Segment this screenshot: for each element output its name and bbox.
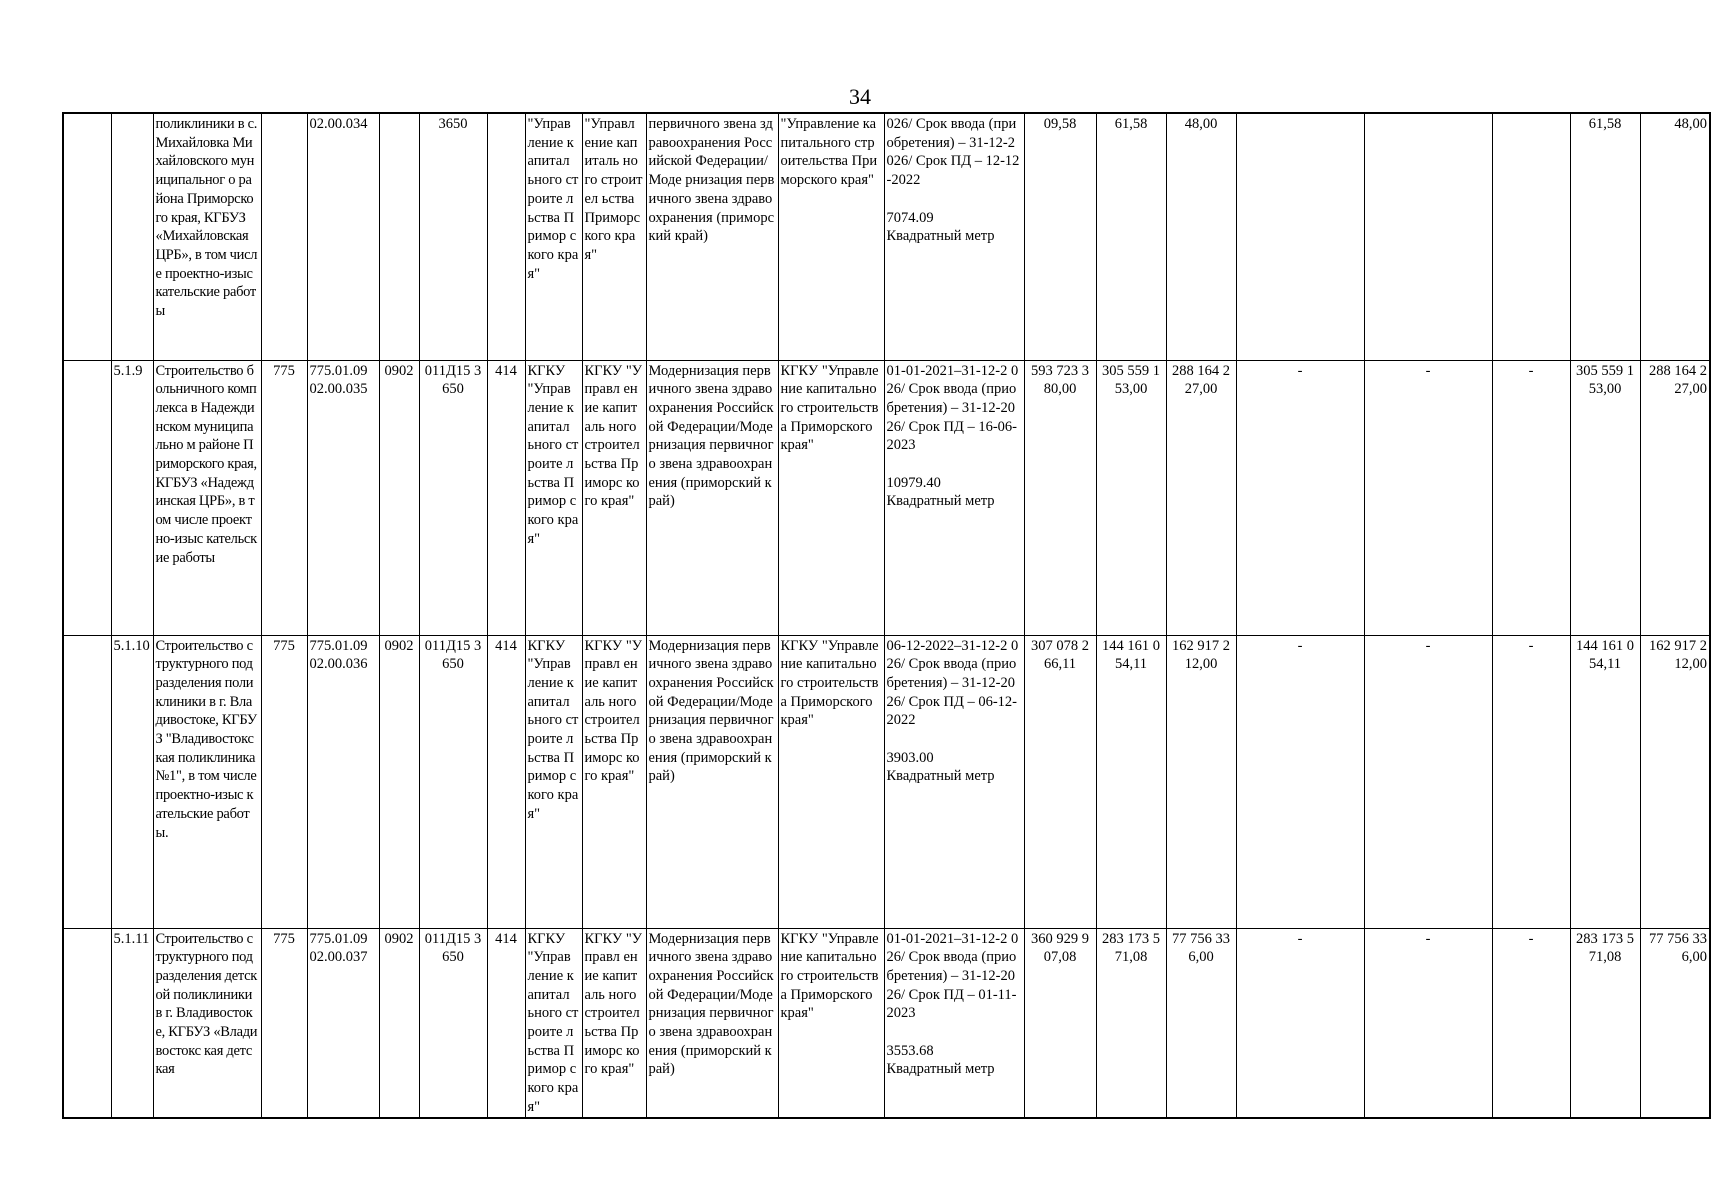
dates-text: 026/ Срок ввода (приобретения) – 31-12-2026/ Срок ПД – 12-12-2022 7074.09 Квадратный метр — [886, 116, 1020, 245]
cell-v3: 288 164 2 27,00 — [1166, 360, 1236, 635]
cell-t3: 288 164 2 27,00 — [1640, 360, 1710, 635]
cell-blank — [63, 113, 111, 360]
cell-num: 5.1.11 — [111, 928, 153, 1118]
cell-code5: 414 — [487, 635, 525, 928]
cell-d2: - — [1364, 360, 1492, 635]
cell-v2: 283 173 5 71,08 — [1096, 928, 1166, 1118]
cell-code5 — [487, 113, 525, 360]
cell-dates — [884, 113, 1024, 360]
cell-dates — [884, 635, 1024, 928]
cell-v2: 61,58 — [1096, 113, 1166, 360]
cell-d2: - — [1364, 635, 1492, 928]
cell-t2: 305 559 1 53,00 — [1570, 360, 1640, 635]
budget-table — [62, 112, 1711, 1119]
cell-t2: 61,58 — [1570, 113, 1640, 360]
cell-v1: 09,58 — [1024, 113, 1096, 360]
cell-v2: 305 559 1 53,00 — [1096, 360, 1166, 635]
cell-code4: 011Д15 3650 — [419, 360, 487, 635]
cell-d1 — [1236, 113, 1364, 360]
cell-v1: 360 929 9 07,08 — [1024, 928, 1096, 1118]
cell-customer: КГКУ "Управление капитального строительства Приморского края" — [778, 360, 884, 635]
cell-d2: - — [1364, 928, 1492, 1118]
cell-d3: - — [1492, 928, 1570, 1118]
cell-org2: "Управл ение капиталь ного строител ьства Приморс кого края" — [582, 113, 646, 360]
cell-name: поликлиники в с. Михайловка Михайловского муниципальног о района Приморского края, КГБУЗ «Михайловская ЦРБ», в том числе проектно-изыс кательские работы — [153, 113, 261, 360]
cell-v3: 48,00 — [1166, 113, 1236, 360]
cell-customer: КГКУ "Управление капитального строительства Приморского края" — [778, 928, 884, 1118]
cell-code1: 775 — [261, 635, 307, 928]
cell-t2: 283 173 5 71,08 — [1570, 928, 1640, 1118]
cell-t3: 162 917 2 12,00 — [1640, 635, 1710, 928]
cell-org1: КГКУ "Управ ление капитал ьного строите льства Примор ского края" — [525, 928, 582, 1118]
cell-org2: КГКУ "Управл ение капиталь ного строител ьства Приморс кого края" — [582, 635, 646, 928]
cell-code2: 775.01.09 02.00.035 — [307, 360, 379, 635]
cell-code1 — [261, 113, 307, 360]
cell-d1: - — [1236, 928, 1364, 1118]
cell-code4: 011Д15 3650 — [419, 635, 487, 928]
table-row — [63, 928, 1710, 1118]
cell-org1: "Управ ление капитал ьного строите льства Примор ского края" — [525, 113, 582, 360]
cell-name: Строительство структурного подразделения поликлиники в г. Владивостоке, КГБУЗ "Владивостокс кая поликлиника №1", в том числе проектно-изыс кательские работы. — [153, 635, 261, 928]
cell-d1: - — [1236, 635, 1364, 928]
cell-code1: 775 — [261, 360, 307, 635]
cell-org2: КГКУ "Управл ение капиталь ного строител ьства Приморс кого края" — [582, 360, 646, 635]
cell-blank — [63, 360, 111, 635]
cell-code4: 011Д15 3650 — [419, 928, 487, 1118]
cell-num: 5.1.9 — [111, 360, 153, 635]
cell-org1: КГКУ "Управ ление капитал ьного строите льства Примор ского края" — [525, 360, 582, 635]
table-row — [63, 360, 1710, 635]
cell-program: первичного звена здравоохранения Российской Федерации/Моде рнизация первичного звена здравоохранения (приморский край) — [646, 113, 778, 360]
cell-program: Модернизация первичного звена здравоохранения Российской Федерации/Моде рнизация первичного звена здравоохранения (приморский край) — [646, 360, 778, 635]
cell-v3: 77 756 33 6,00 — [1166, 928, 1236, 1118]
table-row — [63, 113, 1710, 360]
cell-customer: КГКУ "Управление капитального строительства Приморского края" — [778, 635, 884, 928]
cell-code5: 414 — [487, 928, 525, 1118]
cell-org1: КГКУ "Управ ление капитал ьного строите льства Примор ского края" — [525, 635, 582, 928]
cell-name: Строительство структурного подразделения детской поликлиники в г. Владивостоке, КГБУЗ «Владивостокс кая детская — [153, 928, 261, 1118]
cell-code3: 0902 — [379, 635, 419, 928]
cell-code2: 02.00.034 — [307, 113, 379, 360]
cell-code2: 775.01.09 02.00.037 — [307, 928, 379, 1118]
cell-t3: 48,00 — [1640, 113, 1710, 360]
table-body — [63, 113, 1710, 1118]
cell-num — [111, 113, 153, 360]
cell-code2: 775.01.09 02.00.036 — [307, 635, 379, 928]
cell-v1: 593 723 3 80,00 — [1024, 360, 1096, 635]
page-number: 34 — [849, 84, 871, 109]
cell-t2: 144 161 0 54,11 — [1570, 635, 1640, 928]
cell-v2: 144 161 0 54,11 — [1096, 635, 1166, 928]
cell-num: 5.1.10 — [111, 635, 153, 928]
cell-code5: 414 — [487, 360, 525, 635]
cell-org2: КГКУ "Управл ение капиталь ного строител ьства Приморс кого края" — [582, 928, 646, 1118]
dates-text: 01-01-2021–31-12-2 026/ Срок ввода (приобретения) – 31-12-2026/ Срок ПД – 01-11-2023 3553.68 Квадратный метр — [886, 930, 1019, 1078]
cell-program: Модернизация первичного звена здравоохранения Российской Федерации/Моде рнизация первичного звена здравоохранения (приморский край) — [646, 928, 778, 1118]
cell-code3: 0902 — [379, 360, 419, 635]
cell-d3: - — [1492, 360, 1570, 635]
cell-d1: - — [1236, 360, 1364, 635]
cell-d3: - — [1492, 635, 1570, 928]
cell-d2 — [1364, 113, 1492, 360]
cell-code4: 3650 — [419, 113, 487, 360]
cell-program: Модернизация первичного звена здравоохранения Российской Федерации/Моде рнизация первичного звена здравоохранения (приморский край) — [646, 635, 778, 928]
cell-d3 — [1492, 113, 1570, 360]
cell-name: Строительство больничного комплекса в Надеждинском муниципально м районе Приморского края, КГБУЗ «Надеждинская ЦРБ», в том числе проектно-изыс кательские работы — [153, 360, 261, 635]
cell-code1: 775 — [261, 928, 307, 1118]
cell-customer: "Управление капитального строительства Приморского края" — [778, 113, 884, 360]
dates-text: 06-12-2022–31-12-2 026/ Срок ввода (приобретения) – 31-12-2026/ Срок ПД – 06-12-2022 3903.00 Квадратный метр — [886, 637, 1019, 785]
cell-dates — [884, 360, 1024, 635]
cell-code3: 0902 — [379, 928, 419, 1118]
cell-v3: 162 917 2 12,00 — [1166, 635, 1236, 928]
cell-blank — [63, 928, 111, 1118]
cell-blank — [63, 635, 111, 928]
cell-t3: 77 756 33 6,00 — [1640, 928, 1710, 1118]
cell-code3 — [379, 113, 419, 360]
dates-text: 01-01-2021–31-12-2 026/ Срок ввода (приобретения) – 31-12-2026/ Срок ПД – 16-06-2023 10979.40 Квадратный метр — [886, 362, 1019, 510]
cell-dates — [884, 928, 1024, 1118]
table-row — [63, 635, 1710, 928]
cell-v1: 307 078 2 66,11 — [1024, 635, 1096, 928]
